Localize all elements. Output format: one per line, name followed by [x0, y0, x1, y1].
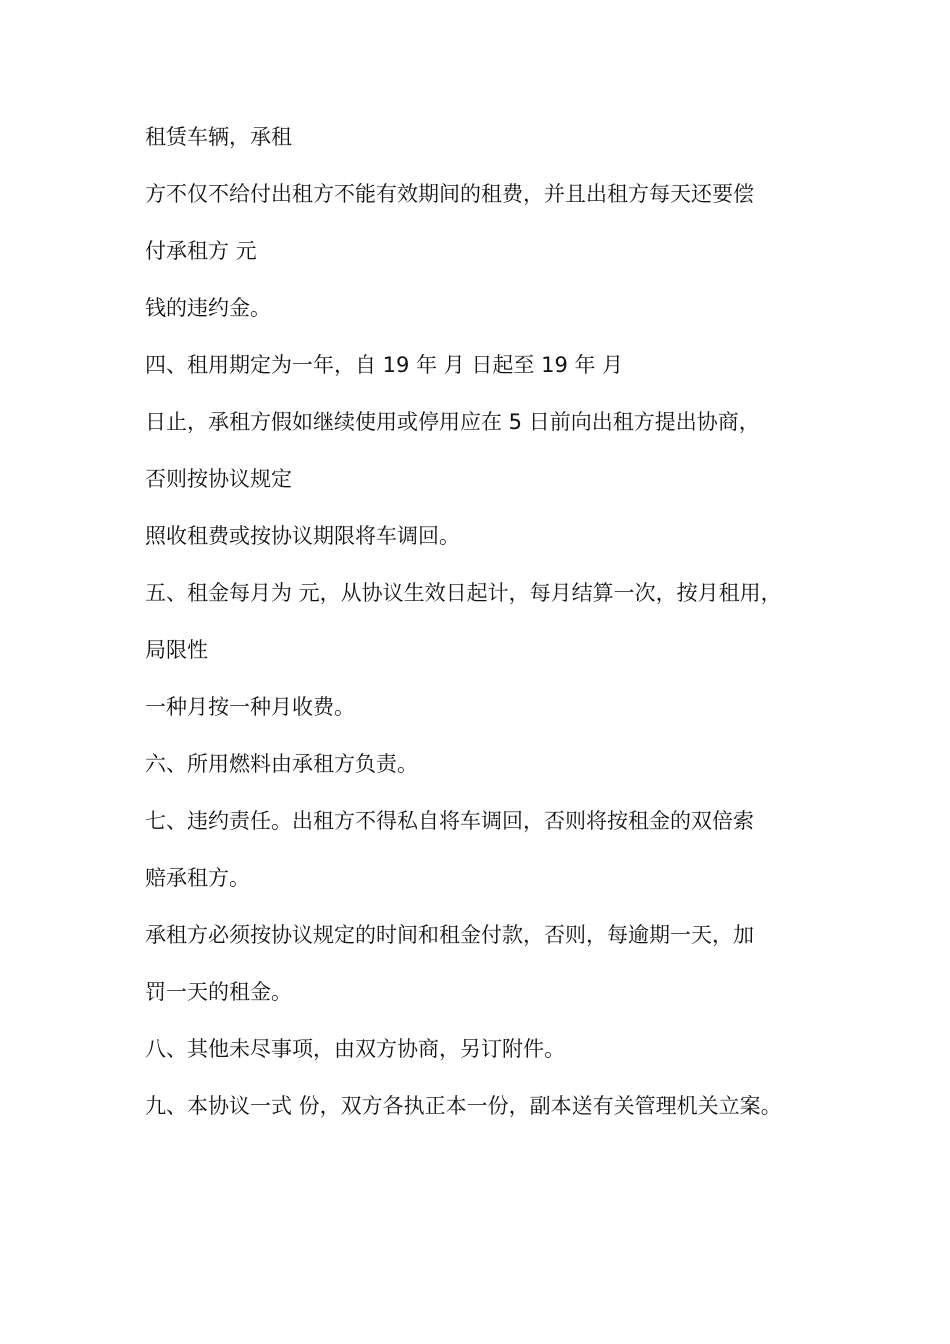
- contract-text-body: [145, 114, 845, 1140]
- text-line-4: 钱的违约金。: [145, 296, 271, 320]
- clause-five-line-2: 局限性: [145, 638, 208, 662]
- clause-seven-line-2: 赔承租方。: [145, 866, 250, 890]
- clause-four-line-3: 否则按协议规定: [145, 467, 292, 491]
- clause-five-line-1: 五、租金每月为 元，从协议生效日起计，每月结算一次，按月租用，: [145, 581, 782, 605]
- clause-seven-line-1: 七、违约责任。出租方不得私自将车调回，否则将按租金的双倍索: [145, 809, 754, 833]
- text-line-1: 租赁车辆，承租: [145, 125, 292, 149]
- text-line-2: 方不仅不给付出租方不能有效期间的租费，并且出租方每天还要偿: [145, 182, 754, 206]
- clause-four-line-1: 四、租用期定为一年，自 19 年 月 日起至 19 年 月: [145, 353, 624, 377]
- clause-seven-line-4: 罚一天的租金。: [145, 980, 292, 1004]
- clause-eight-line: 八、其他未尽事项，由双方协商，另订附件。: [145, 1037, 565, 1061]
- text-line-3: 付承租方 元: [145, 239, 257, 263]
- clause-five-line-3: 一种月按一种月收费。: [145, 695, 355, 719]
- clause-nine-line: 九、本协议一式 份，双方各执正本一份，副本送有关管理机关立案。: [145, 1094, 782, 1118]
- clause-four-line-2: 日止，承租方假如继续使用或停用应在 5 日前向出租方提出协商，: [145, 410, 760, 434]
- clause-seven-line-3: 承租方必须按协议规定的时间和租金付款，否则，每逾期一天，加: [145, 923, 754, 947]
- clause-four-line-4: 照收租费或按协议期限将车调回。: [145, 524, 460, 548]
- clause-six-line: 六、所用燃料由承租方负责。: [145, 752, 418, 776]
